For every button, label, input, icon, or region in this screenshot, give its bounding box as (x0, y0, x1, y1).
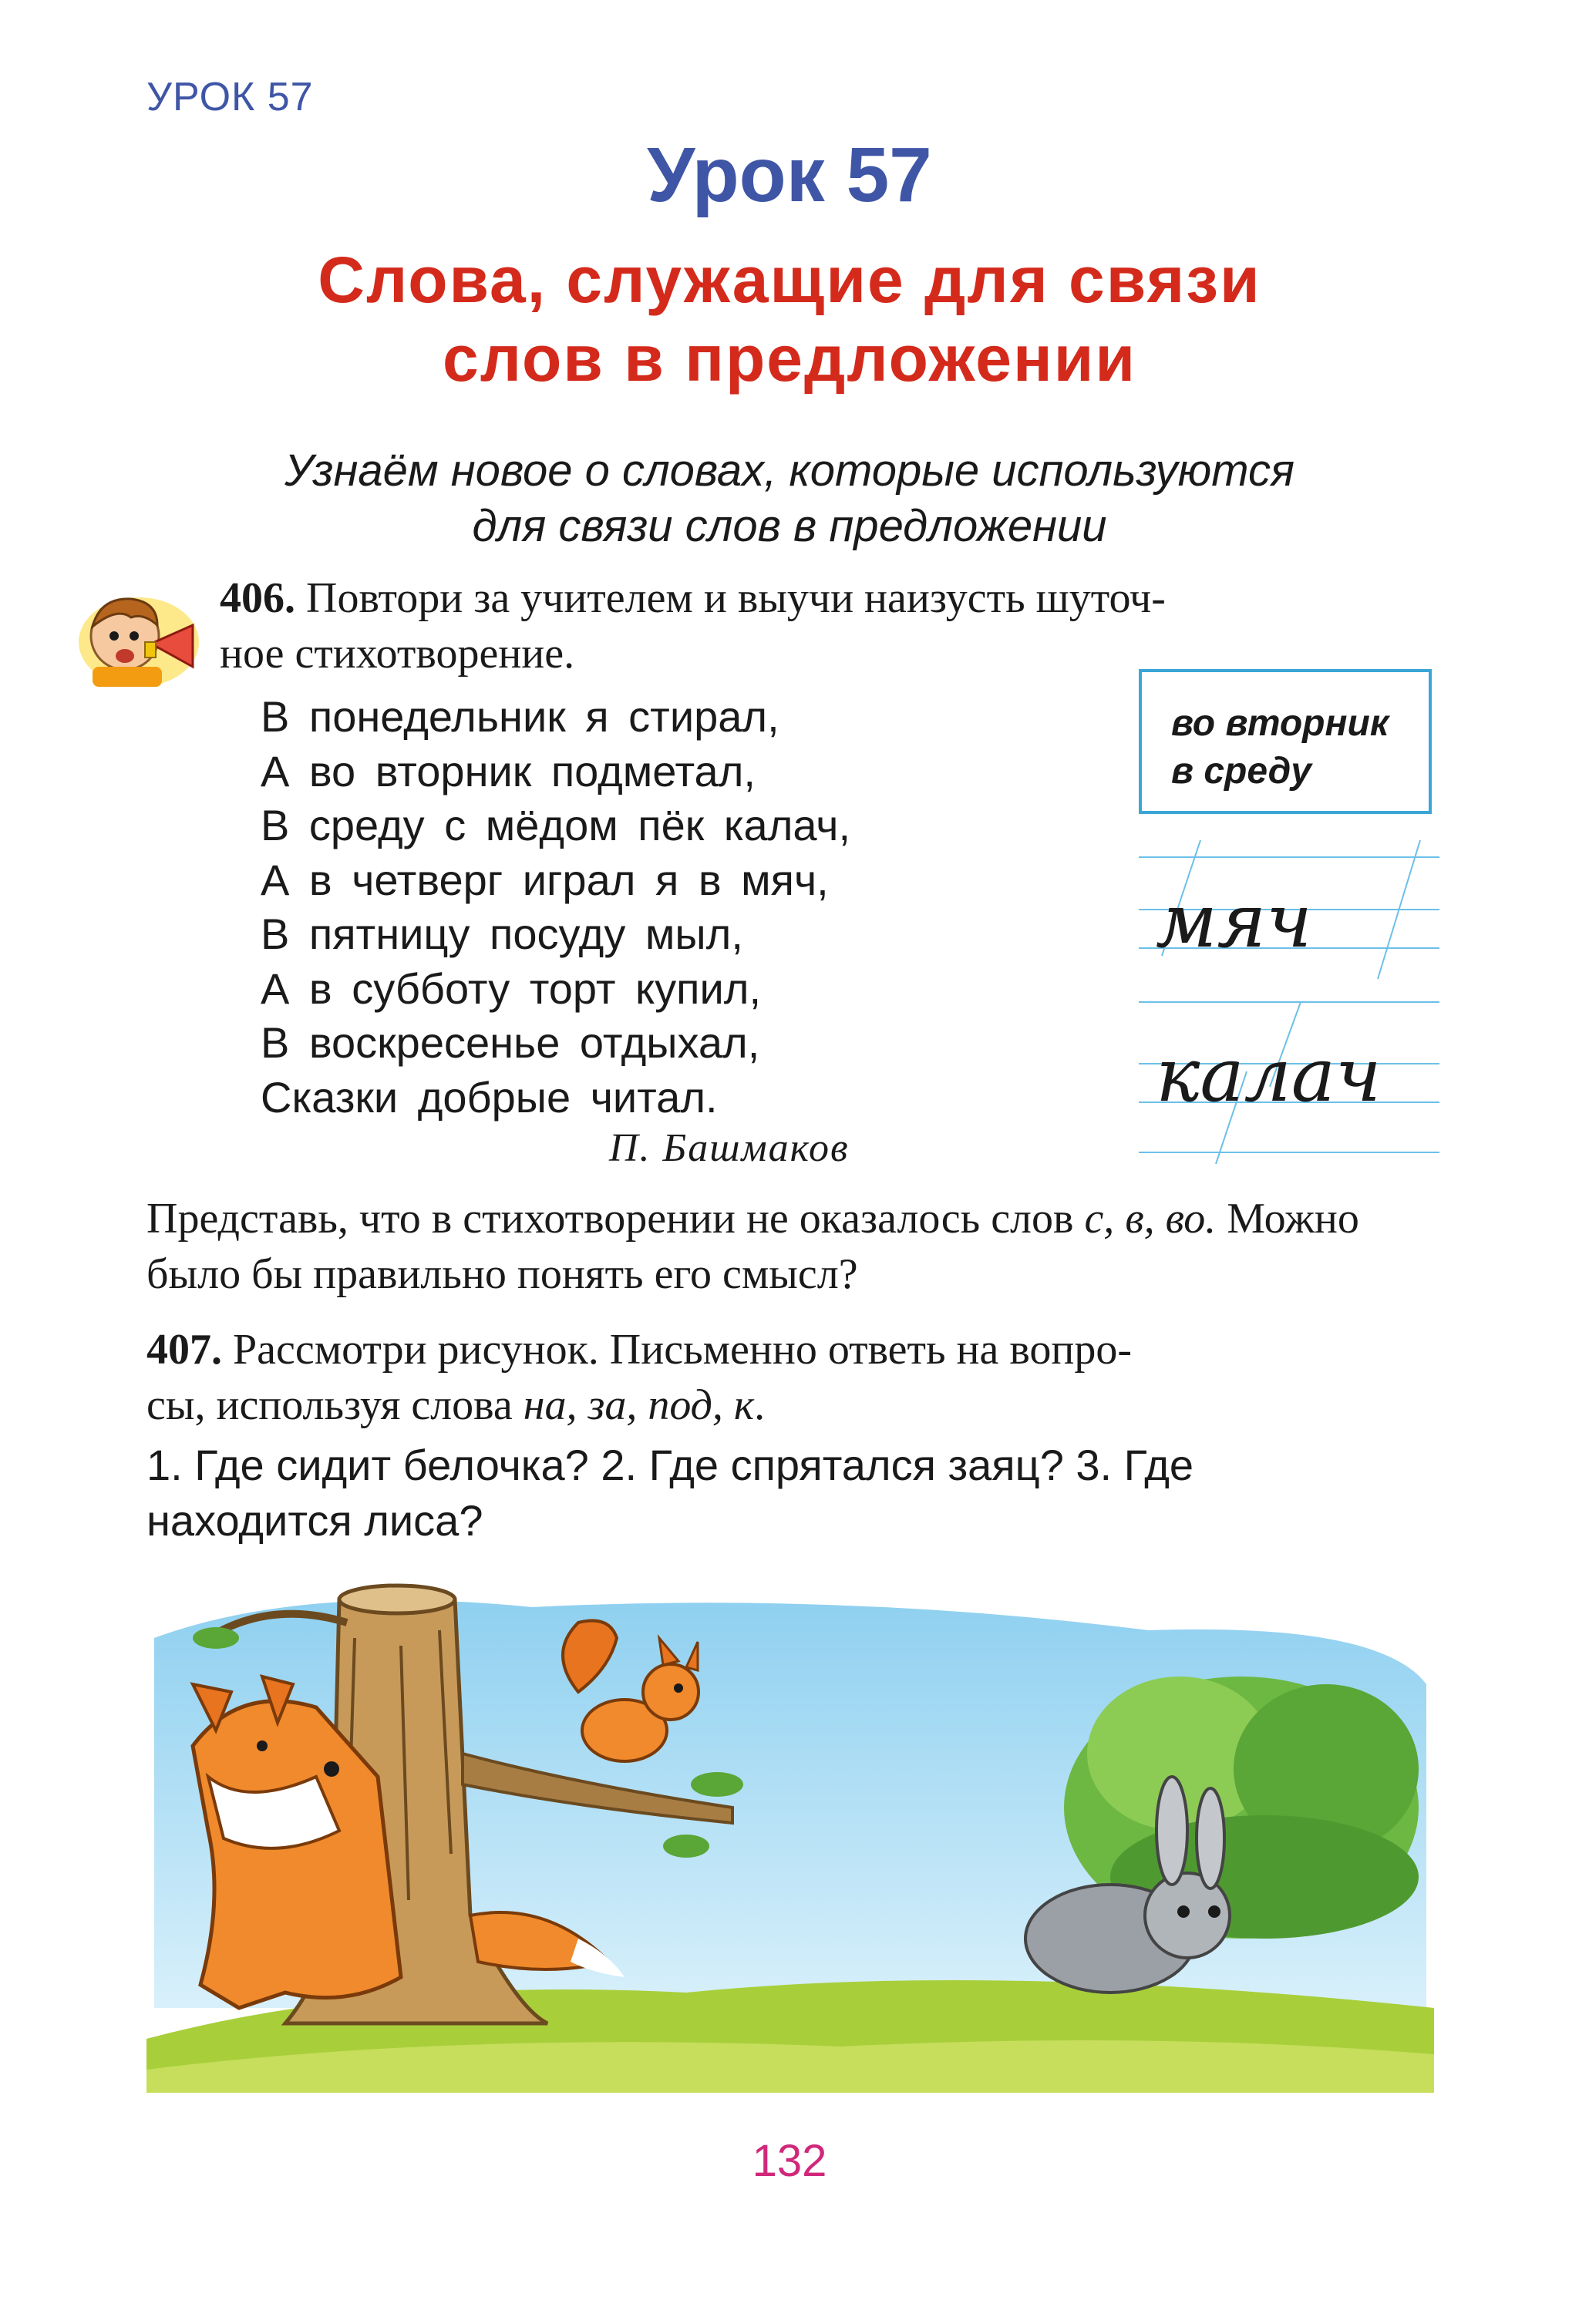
poem-line: А в субботу торт купил, (261, 964, 761, 1013)
poem-line: В пятницу посуду мыл, (261, 910, 743, 958)
copybook-word-2: калач (1156, 1032, 1382, 1118)
lesson-title: Урок 57 (647, 132, 932, 218)
copybook-lines (1139, 840, 1439, 1168)
question-italic-1: с, (1084, 1195, 1115, 1243)
lesson-goal (0, 443, 1579, 554)
dictionary-word-1: во вторник (1171, 703, 1389, 744)
exercise-407-text-end: . (754, 1381, 766, 1429)
exercise-407-text-line-1: Рассмотри рисунок. Письменно ответь на вопро- (233, 1326, 1133, 1374)
forest-illustration (146, 1576, 1434, 2097)
exercise-407-text-line-2: сы, используя слова (146, 1381, 524, 1429)
boy-with-megaphone-icon (77, 582, 208, 694)
question-text-1: Представь, что в стихотворении не оказалось слов (146, 1195, 1085, 1243)
exercise-406-text-line-1: Повтори за учителем и выучи наизусть шуточ- (306, 574, 1166, 622)
question-italic-2: в, во. (1125, 1195, 1217, 1243)
exercise-406-text-line-2: ное стихотворение. (220, 630, 575, 678)
exercise-406-number: 406. (220, 574, 295, 622)
exercise-406-question (146, 1191, 1434, 1302)
question-text-2: Можно было бы правильно понять его смысл? (146, 1195, 1359, 1298)
topic-title-line-1: Слова, служащие для связи (318, 244, 1261, 316)
questions-line-2: находится лиса? (146, 1496, 483, 1545)
copybook-word-1: мяч (1156, 878, 1312, 964)
questions-line-1: 1. Где сидит белочка? 2. Где спрятался заяц? 3. Где (146, 1441, 1194, 1489)
exercise-407-task (146, 1322, 1434, 1433)
exercise-407-questions (146, 1438, 1434, 1549)
lesson-goal-line-1: Узнаём новое о словах, которые используются (284, 446, 1295, 496)
lesson-goal-line-2: для связи слов в предложении (472, 501, 1107, 551)
topic-title (0, 240, 1579, 398)
poem-line: А в четверг играл я в мяч, (261, 855, 829, 904)
poem-author: П. Башмаков (609, 1126, 850, 1170)
exercise-406-task (220, 570, 1438, 681)
poem-line: В воскресенье отдыхал, (261, 1018, 760, 1067)
exercise-407-number: 407. (146, 1326, 222, 1374)
page-number: 132 (752, 2136, 827, 2186)
exercise-407-words: на, за, под, к (523, 1381, 755, 1429)
topic-title-line-2: слов в предложении (443, 322, 1136, 395)
poem-line: В понедельник я стирал, (261, 692, 779, 741)
poem-line: В среду с мёдом пёк калач, (261, 801, 851, 849)
running-head: УРОК 57 (146, 75, 314, 119)
dictionary-box (1139, 669, 1432, 814)
poem (261, 690, 850, 1125)
poem-line: Сказки добрые читал. (261, 1072, 718, 1122)
poem-line: А во вторник подметал, (261, 746, 756, 795)
dictionary-word-2: в среду (1171, 751, 1311, 792)
